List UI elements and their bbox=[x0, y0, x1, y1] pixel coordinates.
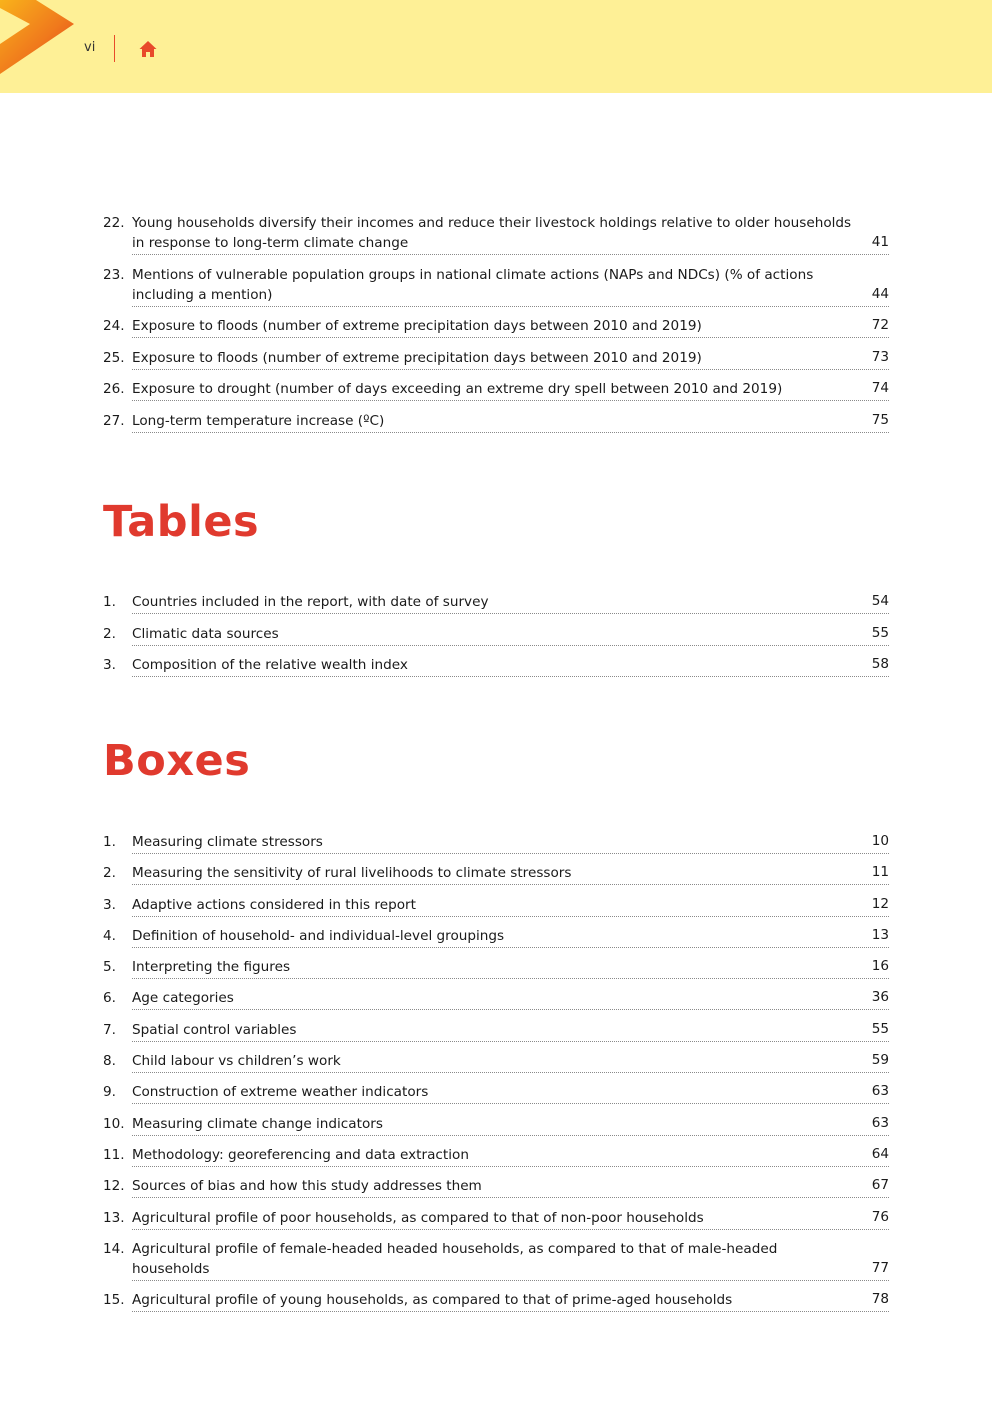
toc-entry[interactable] bbox=[103, 988, 889, 1010]
entry-page-number[interactable]: 41 bbox=[871, 234, 889, 250]
entry-number: 1. bbox=[103, 834, 116, 850]
toc-entry[interactable] bbox=[103, 1208, 889, 1230]
entry-page-number[interactable]: 78 bbox=[871, 1291, 889, 1308]
entry-number: 4. bbox=[103, 927, 116, 944]
entry-number: 15. bbox=[103, 1292, 125, 1309]
tables-heading: Tables bbox=[103, 497, 260, 547]
entry-page-number[interactable]: 55 bbox=[871, 624, 889, 641]
toc-entry[interactable] bbox=[103, 1145, 889, 1167]
entry-title[interactable]: Mentions of vulnerable population groups in national climate actions (NAPs and NDCs) (% of actions including a mention) bbox=[132, 265, 889, 307]
entry-page-number[interactable]: 72 bbox=[871, 317, 889, 333]
entry-title[interactable]: Composition of the relative wealth index bbox=[132, 655, 889, 677]
entry-number: 13. bbox=[103, 1209, 125, 1226]
entry-number: 9. bbox=[103, 1084, 116, 1101]
entry-number: 10. bbox=[103, 1115, 125, 1132]
page-number: vi bbox=[84, 40, 96, 55]
toc-entry[interactable] bbox=[103, 1051, 889, 1073]
entry-page-number[interactable]: 59 bbox=[871, 1052, 889, 1069]
boxes-heading: Boxes bbox=[103, 736, 251, 786]
entry-number: 7. bbox=[103, 1021, 116, 1038]
entry-page-number[interactable]: 64 bbox=[871, 1145, 889, 1162]
entry-page-number[interactable]: 67 bbox=[871, 1177, 889, 1194]
entry-number: 6. bbox=[103, 990, 116, 1007]
entry-page-number[interactable]: 16 bbox=[871, 958, 889, 975]
toc-entry[interactable] bbox=[103, 1239, 889, 1281]
entry-number: 22. bbox=[103, 215, 125, 231]
entry-number: 14. bbox=[103, 1240, 125, 1257]
toc-entry[interactable] bbox=[103, 832, 889, 854]
figures-list bbox=[103, 213, 889, 442]
toc-entry[interactable] bbox=[103, 957, 889, 979]
entry-page-number[interactable]: 44 bbox=[871, 285, 889, 302]
entry-title[interactable]: Adaptive actions considered in this report bbox=[132, 895, 889, 917]
entry-number: 2. bbox=[103, 865, 116, 882]
entry-title[interactable]: Exposure to floods (number of extreme precipitation days between 2010 and 2019) bbox=[132, 348, 889, 370]
entry-title[interactable]: Child labour vs children’s work bbox=[132, 1051, 889, 1073]
toc-entry[interactable] bbox=[103, 213, 889, 255]
entry-title[interactable]: Measuring climate change indicators bbox=[132, 1114, 889, 1136]
entry-title[interactable]: Construction of extreme weather indicators bbox=[132, 1082, 889, 1104]
toc-entry[interactable] bbox=[103, 926, 889, 948]
entry-title[interactable]: Countries included in the report, with date of survey bbox=[132, 592, 889, 614]
toc-entry[interactable] bbox=[103, 863, 889, 885]
entry-page-number[interactable]: 63 bbox=[871, 1083, 889, 1100]
toc-entry[interactable] bbox=[103, 1020, 889, 1042]
header-divider bbox=[114, 35, 115, 62]
entry-title[interactable]: Interpreting the figures bbox=[132, 957, 889, 979]
toc-entry[interactable] bbox=[103, 1114, 889, 1136]
entry-title[interactable]: Exposure to drought (number of days exceeding an extreme dry spell between 2010 and 2019) bbox=[132, 379, 889, 401]
toc-entry[interactable] bbox=[103, 265, 889, 307]
entry-page-number[interactable]: 13 bbox=[871, 926, 889, 943]
entry-title[interactable]: Agricultural profile of young households, as compared to that of prime-aged households bbox=[132, 1290, 889, 1312]
entry-page-number[interactable]: 63 bbox=[871, 1114, 889, 1131]
entry-title[interactable]: Climatic data sources bbox=[132, 624, 889, 646]
entry-number: 26. bbox=[103, 381, 125, 397]
entry-page-number[interactable]: 74 bbox=[871, 380, 889, 396]
entry-title[interactable]: Measuring the sensitivity of rural livelihoods to climate stressors bbox=[132, 863, 889, 885]
entry-title[interactable]: Methodology: georeferencing and data extraction bbox=[132, 1145, 889, 1167]
entry-title[interactable]: Agricultural profile of poor households, as compared to that of non-poor households bbox=[132, 1208, 889, 1230]
entry-number: 2. bbox=[103, 625, 116, 642]
entry-number: 27. bbox=[103, 412, 125, 429]
entry-number: 24. bbox=[103, 318, 125, 334]
entry-title[interactable]: Long-term temperature increase (ºC) bbox=[132, 411, 889, 433]
entry-title[interactable]: Young households diversify their incomes and reduce their livestock holdings relative to older households in response to long-term climate change bbox=[132, 213, 889, 255]
boxes-list bbox=[103, 832, 889, 1321]
entry-page-number[interactable]: 73 bbox=[871, 348, 889, 365]
toc-entry[interactable] bbox=[103, 655, 889, 677]
entry-page-number[interactable]: 10 bbox=[871, 833, 889, 849]
entry-number: 3. bbox=[103, 657, 116, 673]
entry-page-number[interactable]: 58 bbox=[871, 656, 889, 672]
entry-page-number[interactable]: 55 bbox=[871, 1020, 889, 1037]
entry-title[interactable]: Exposure to floods (number of extreme precipitation days between 2010 and 2019) bbox=[132, 316, 889, 338]
page-header bbox=[0, 0, 992, 93]
toc-entry[interactable] bbox=[103, 411, 889, 433]
entry-number: 3. bbox=[103, 896, 116, 913]
toc-entry[interactable] bbox=[103, 316, 889, 338]
entry-number: 5. bbox=[103, 959, 116, 976]
entry-number: 11. bbox=[103, 1146, 125, 1163]
toc-entry[interactable] bbox=[103, 1176, 889, 1198]
toc-entry[interactable] bbox=[103, 624, 889, 646]
entry-page-number[interactable]: 11 bbox=[871, 864, 889, 881]
entry-page-number[interactable]: 54 bbox=[871, 593, 889, 609]
toc-entry[interactable] bbox=[103, 1082, 889, 1104]
entry-page-number[interactable]: 75 bbox=[871, 411, 889, 428]
home-icon[interactable] bbox=[138, 39, 158, 59]
chevron-logo-icon bbox=[0, 0, 78, 78]
entry-title[interactable]: Spatial control variables bbox=[132, 1020, 889, 1042]
entry-number: 23. bbox=[103, 266, 125, 283]
entry-title[interactable]: Definition of household- and individual-level groupings bbox=[132, 926, 889, 948]
toc-entry[interactable] bbox=[103, 348, 889, 370]
entry-number: 1. bbox=[103, 594, 116, 610]
tables-list bbox=[103, 592, 889, 687]
entry-number: 8. bbox=[103, 1053, 116, 1070]
entry-title[interactable]: Measuring climate stressors bbox=[132, 832, 889, 854]
toc-entry[interactable] bbox=[103, 592, 889, 614]
entry-page-number[interactable]: 77 bbox=[871, 1259, 889, 1276]
entry-page-number[interactable]: 36 bbox=[871, 989, 889, 1006]
toc-entry[interactable] bbox=[103, 1290, 889, 1312]
toc-entry[interactable] bbox=[103, 379, 889, 401]
entry-page-number[interactable]: 76 bbox=[871, 1208, 889, 1225]
entry-page-number[interactable]: 12 bbox=[871, 895, 889, 912]
entry-title[interactable]: Age categories bbox=[132, 988, 889, 1010]
entry-number: 12. bbox=[103, 1178, 125, 1195]
entry-title[interactable]: Sources of bias and how this study addresses them bbox=[132, 1176, 889, 1198]
entry-number: 25. bbox=[103, 349, 125, 366]
toc-entry[interactable] bbox=[103, 895, 889, 917]
entry-title[interactable]: Agricultural profile of female-headed headed households, as compared to that of male-headed households bbox=[132, 1239, 889, 1281]
